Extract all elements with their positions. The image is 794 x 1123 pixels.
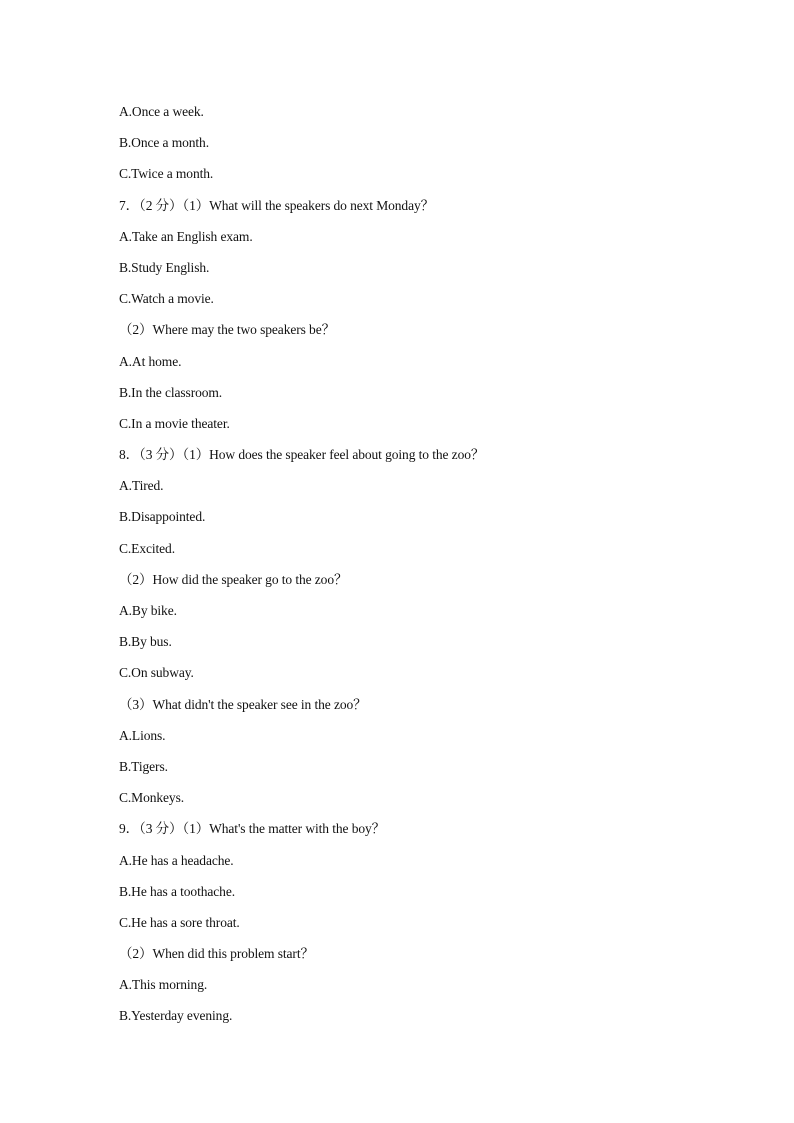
option-line: A.At home. bbox=[119, 353, 182, 369]
question-line: 7．（2 分）（1）What will the speakers do next Monday？ bbox=[119, 197, 435, 213]
sub-question-line: （2）Where may the two speakers be？ bbox=[119, 322, 336, 338]
option-line: A.Tired. bbox=[119, 478, 164, 494]
option-line: B.He has a toothache. bbox=[119, 883, 235, 899]
option-line: B.By bus. bbox=[119, 634, 172, 650]
question-line: 9．（3 分）（1）What's the matter with the boy？ bbox=[119, 821, 386, 837]
option-line: C.Monkeys. bbox=[119, 790, 185, 806]
sub-question-line: （2）When did this problem start？ bbox=[119, 946, 314, 962]
option-line: A.He has a headache. bbox=[119, 852, 234, 868]
option-line: A.Lions. bbox=[119, 727, 166, 743]
exam-content bbox=[119, 102, 759, 1038]
option-line: C.Watch a movie. bbox=[119, 291, 214, 307]
option-line: A.This morning. bbox=[119, 977, 208, 993]
option-line: B.Once a month. bbox=[119, 135, 209, 151]
option-line: C.Excited. bbox=[119, 540, 175, 556]
option-line: B.Study English. bbox=[119, 259, 210, 275]
option-line: C.He has a sore throat. bbox=[119, 914, 240, 930]
sub-question-line: （2）How did the speaker go to the zoo？ bbox=[119, 571, 348, 587]
option-line: C.Twice a month. bbox=[119, 166, 214, 182]
sub-question-line: （3）What didn't the speaker see in the zoo？ bbox=[119, 696, 367, 712]
option-line: A.Take an English exam. bbox=[119, 228, 253, 244]
option-line: B.Yesterday evening. bbox=[119, 1008, 233, 1024]
question-line: 8．（3 分）（1）How does the speaker feel about going to the zoo？ bbox=[119, 447, 485, 463]
option-line: A.Once a week. bbox=[119, 104, 204, 119]
option-line: C.On subway. bbox=[119, 665, 194, 681]
option-line: B.In the classroom. bbox=[119, 384, 223, 400]
option-line: B.Tigers. bbox=[119, 758, 168, 774]
option-line: C.In a movie theater. bbox=[119, 415, 230, 431]
option-line: A.By bike. bbox=[119, 603, 177, 618]
option-line: B.Disappointed. bbox=[119, 509, 206, 525]
